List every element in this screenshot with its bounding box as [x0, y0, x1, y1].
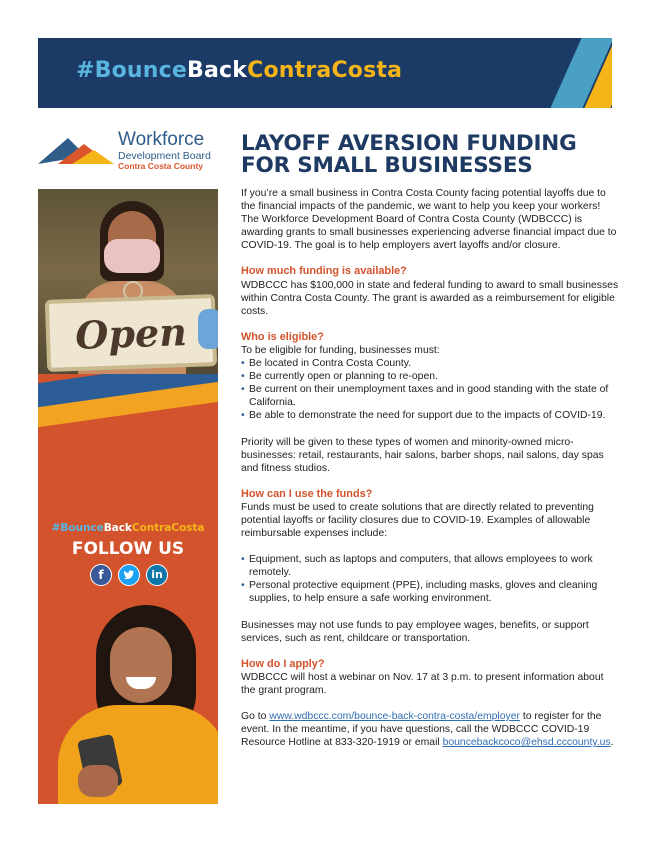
- priority-paragraph: Priority will be given to these types of women and minority-owned micro-businesses: retail, restaurants, hair salons, barber shops, nail salons, day spas and fitness studios.: [241, 436, 604, 474]
- follow-us-label: FOLLOW US: [71, 539, 185, 559]
- photo-woman-phone: [38, 605, 218, 804]
- facebook-icon[interactable]: f: [90, 564, 112, 586]
- photo-glove: [198, 309, 218, 349]
- eligible-lead: To be eligible for funding, businesses must:: [241, 344, 440, 356]
- hashtag-bounce: #Bounce: [76, 58, 188, 83]
- list-item: • Be able to demonstrate the need for support due to the impacts of COVID-19.: [241, 409, 619, 422]
- hashtag-contracosta: ContraCosta: [247, 58, 403, 83]
- funding-heading: How much funding is available?: [241, 265, 407, 278]
- sidebar-hashtag-back: Back: [103, 522, 132, 534]
- eligible-list: [241, 357, 619, 422]
- logo-line-development-board: Development Board: [118, 150, 211, 162]
- hashtag-back: Back: [187, 58, 248, 83]
- list-item: • Personal protective equipment (PPE), including masks, gloves and cleaning supplies, to help ensure a safe working environment.: [241, 579, 619, 605]
- list-item: • Equipment, such as laptops and computers, that allows employees to work remotely.: [241, 553, 619, 579]
- open-sign-text: Open: [74, 309, 188, 358]
- eligible-heading: Who is eligible?: [241, 330, 324, 343]
- list-item: • Be currently open or planning to re-open.: [241, 370, 619, 383]
- title-line-1: LAYOFF AVERSION FUNDING: [241, 131, 577, 156]
- mountain-logo-icon: [38, 134, 114, 168]
- sidebar-hashtag-contracosta: ContraCosta: [131, 522, 205, 534]
- logo-line-county: Contra Costa County: [118, 161, 203, 171]
- main-body: [241, 187, 619, 749]
- use-heading: How can I use the funds?: [241, 487, 373, 500]
- list-item: • Be current on their unemployment taxes and in good standing with the state of California.: [241, 383, 619, 409]
- sidebar-hashtag: [38, 522, 218, 534]
- register-link[interactable]: www.wdbccc.com/bounce-back-contra-costa/employer: [269, 711, 520, 722]
- use-note: Businesses may not use funds to pay employee wages, benefits, or support services, such as rent, childcare or transportation.: [241, 619, 589, 644]
- header-banner: [38, 38, 612, 108]
- email-link[interactable]: bouncebackcoco@ehsd.cccounty.us: [442, 737, 611, 749]
- apply-text: WDBCCC will host a webinar on Nov. 17 at 3 p.m. to present information about the grant program.: [241, 671, 604, 696]
- contact-text: to register for the event. In the meantime, if you have questions, call the WDBCCC COVID-19 Resource Hotline at 833-320-1919 or email: [241, 711, 602, 749]
- title-line-2: FOR SMALL BUSINESSES: [241, 153, 533, 178]
- logo-line-workforce: Workforce: [118, 129, 205, 150]
- open-sign: [45, 294, 217, 372]
- contact-end: .: [610, 737, 614, 749]
- photo-hand: [78, 765, 118, 797]
- twitter-icon[interactable]: [118, 564, 140, 586]
- funding-text: WDBCCC has $100,000 in state and federal funding to award to small businesses within Contra Costa County. The grant is awarded as a reimbursement for eligible costs.: [241, 279, 619, 317]
- list-item: • Be located in Contra Costa County.: [241, 357, 619, 370]
- use-text: Funds must be used to create solutions that are directly related to preventing potential layoffs or facility closures due to COVID-19. Examples of allowable reimbursable expenses include:: [241, 501, 594, 540]
- photo-woman-open-sign: [38, 189, 218, 389]
- banner-hashtag: [76, 58, 402, 83]
- intro-paragraph: If you’re a small business in Contra Costa County facing potential layoffs due to the financial impacts of the pandemic, we want to help you keep your workers! The Workforce Development Board of Contra Costa County (WDBCCC) is awarding grants to small businesses experiencing adverse financial impact due to COVID-19. The goal is to help employers avert layoffs and/or closure.: [241, 188, 617, 252]
- photo-face-smiling: [110, 627, 172, 703]
- apply-contact-paragraph: [241, 710, 619, 749]
- social-links: [90, 564, 170, 588]
- page-title: [241, 133, 621, 177]
- sidebar-hashtag-bounce: #Bounce: [51, 522, 104, 534]
- photo-face-mask: [104, 239, 160, 273]
- use-list: [241, 553, 619, 605]
- workforce-logo: [38, 130, 218, 175]
- apply-heading: How do I apply?: [241, 657, 325, 670]
- linkedin-icon[interactable]: in: [146, 564, 168, 586]
- go-to-text: Go to: [241, 711, 270, 722]
